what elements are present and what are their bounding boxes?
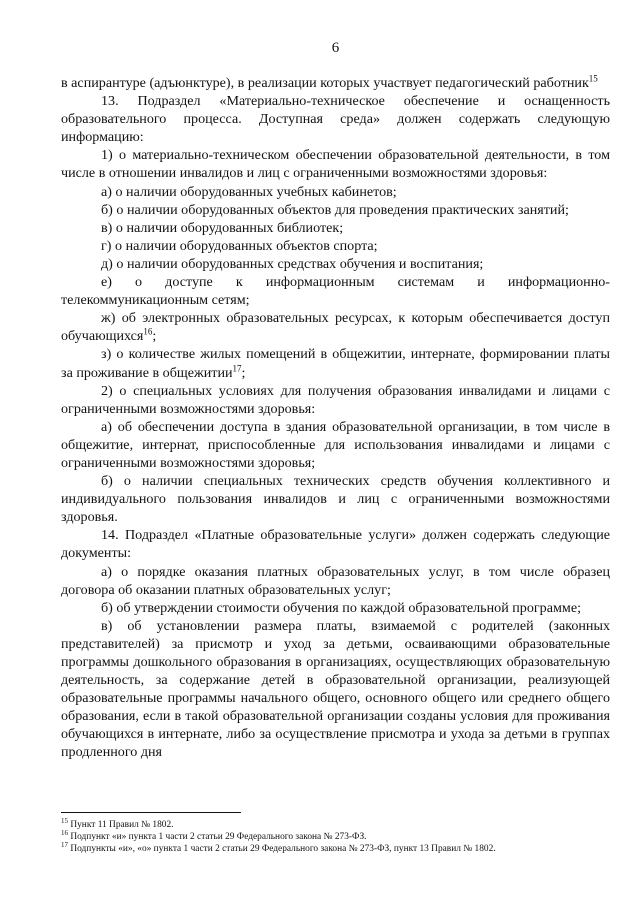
paragraph-text: в) об установлении размера платы, взимаемой с родителей (законных представителей) за присмотр и уход за детьми, осваивающими образовательные программы дошкольного образования в организациях, осуществляющих образовательную деятельность, за содержание детей в образовательной организации, реализующей образовательные программы начального общего, основного общего или среднего общего образования, если в такой образовательной организации созданы условия для проживания обучающихся в интернате, либо за осуществление присмотра и ухода за детьми в группах продленного дня bbox=[61, 617, 610, 761]
paragraph-text: 2) о специальных условиях для получения образования инвалидами и лицами с ограниченными возможностями здоровья: bbox=[61, 382, 610, 417]
paragraph bbox=[61, 472, 610, 526]
footnote-reference[interactable]: 15 bbox=[588, 73, 598, 84]
footnote-list bbox=[61, 816, 610, 856]
paragraph-text: г) о наличии оборудованных объектов спорта; bbox=[101, 237, 378, 254]
footnote-text: Подпункты «и», «о» пункта 1 части 2 статьи 29 Федерального закона № 273-ФЗ, пункт 13 Правил № 1802. bbox=[70, 844, 496, 855]
footnote-number: 15 bbox=[61, 816, 68, 825]
paragraph bbox=[61, 526, 610, 562]
paragraph bbox=[61, 418, 610, 472]
paragraph bbox=[61, 599, 610, 617]
footnote-text: Подпункт «и» пункта 1 части 2 статьи 29 Федерального закона № 273-ФЗ. bbox=[70, 832, 367, 843]
paragraph-text: з) о количестве жилых помещений в общежитии, интернате, формировании платы за проживание в общежитии bbox=[61, 346, 610, 381]
paragraph bbox=[61, 92, 610, 146]
footnote bbox=[61, 843, 610, 855]
body-text bbox=[61, 74, 610, 762]
paragraph bbox=[61, 201, 610, 219]
paragraph bbox=[61, 273, 610, 309]
footnote-number: 17 bbox=[61, 841, 68, 850]
paragraph-text: 13. Подраздел «Материально-техническое обеспечение и оснащенность образовательного процесса. Доступная среда» должен содержать следующую информацию: bbox=[61, 93, 610, 146]
footnote bbox=[61, 831, 610, 843]
paragraph bbox=[61, 345, 610, 381]
paragraph bbox=[61, 563, 610, 599]
footnote-reference[interactable]: 16 bbox=[143, 326, 153, 337]
paragraph-text: б) об утверждении стоимости обучения по каждой образовательной программе; bbox=[101, 599, 581, 616]
paragraph-text: б) о наличии оборудованных объектов для проведения практических занятий; bbox=[101, 201, 569, 218]
page-number: 6 bbox=[331, 40, 340, 56]
paragraph bbox=[61, 219, 610, 237]
paragraph-text: ж) об электронных образовательных ресурсах, к которым обеспечивается доступ обучающихся bbox=[61, 310, 610, 345]
paragraph bbox=[61, 146, 610, 182]
paragraph bbox=[61, 74, 610, 92]
paragraph-text: а) о наличии оборудованных учебных кабинетов; bbox=[101, 183, 397, 200]
paragraph-text: а) об обеспечении доступа в здания образовательной организации, в том числе в общежитие, интернат, приспособленные для использования инвалидами и лицами с ограниченными возможностями здоровья; bbox=[61, 418, 610, 471]
footnotes bbox=[61, 812, 610, 856]
footnote bbox=[61, 816, 610, 831]
paragraph bbox=[61, 237, 610, 255]
footnote-reference[interactable]: 17 bbox=[232, 362, 242, 373]
footnote-separator bbox=[61, 812, 241, 813]
paragraph-text: д) о наличии оборудованных средствах обучения и воспитания; bbox=[101, 255, 484, 272]
paragraph-text: в) о наличии оборудованных библиотек; bbox=[101, 219, 344, 236]
paragraph-tail: ; bbox=[241, 364, 246, 381]
paragraph-text: 1) о материально-техническом обеспечении образовательной деятельности, в том числе в отношении инвалидов и лиц с ограниченными возможностями здоровья: bbox=[61, 147, 610, 182]
paragraph-text: б) о наличии специальных технических средств обучения коллективного и индивидуального пользования инвалидов и лиц с ограниченными возможностями здоровья. bbox=[61, 473, 610, 526]
paragraph-text: в аспирантуре (адъюнктуре), в реализации которых участвует педагогический работник bbox=[61, 75, 589, 91]
paragraph-text: е) о доступе к информационным системам и информационно-телекоммуникационным сетям; bbox=[61, 274, 610, 309]
paragraph bbox=[61, 382, 610, 418]
paragraph bbox=[61, 183, 610, 201]
footnote-number: 16 bbox=[61, 829, 68, 838]
footnote-text: Пункт 11 Правил № 1802. bbox=[70, 820, 174, 830]
paragraph-text: 14. Подраздел «Платные образовательные услуги» должен содержать следующие документы: bbox=[61, 527, 610, 562]
paragraph bbox=[61, 309, 610, 345]
paragraph-text: а) о порядке оказания платных образовательных услуг, в том числе образец договора об оказании платных образовательных услуг; bbox=[61, 563, 610, 598]
paragraph bbox=[61, 617, 610, 762]
paragraph-tail: ; bbox=[152, 328, 157, 345]
paragraph bbox=[61, 255, 610, 273]
